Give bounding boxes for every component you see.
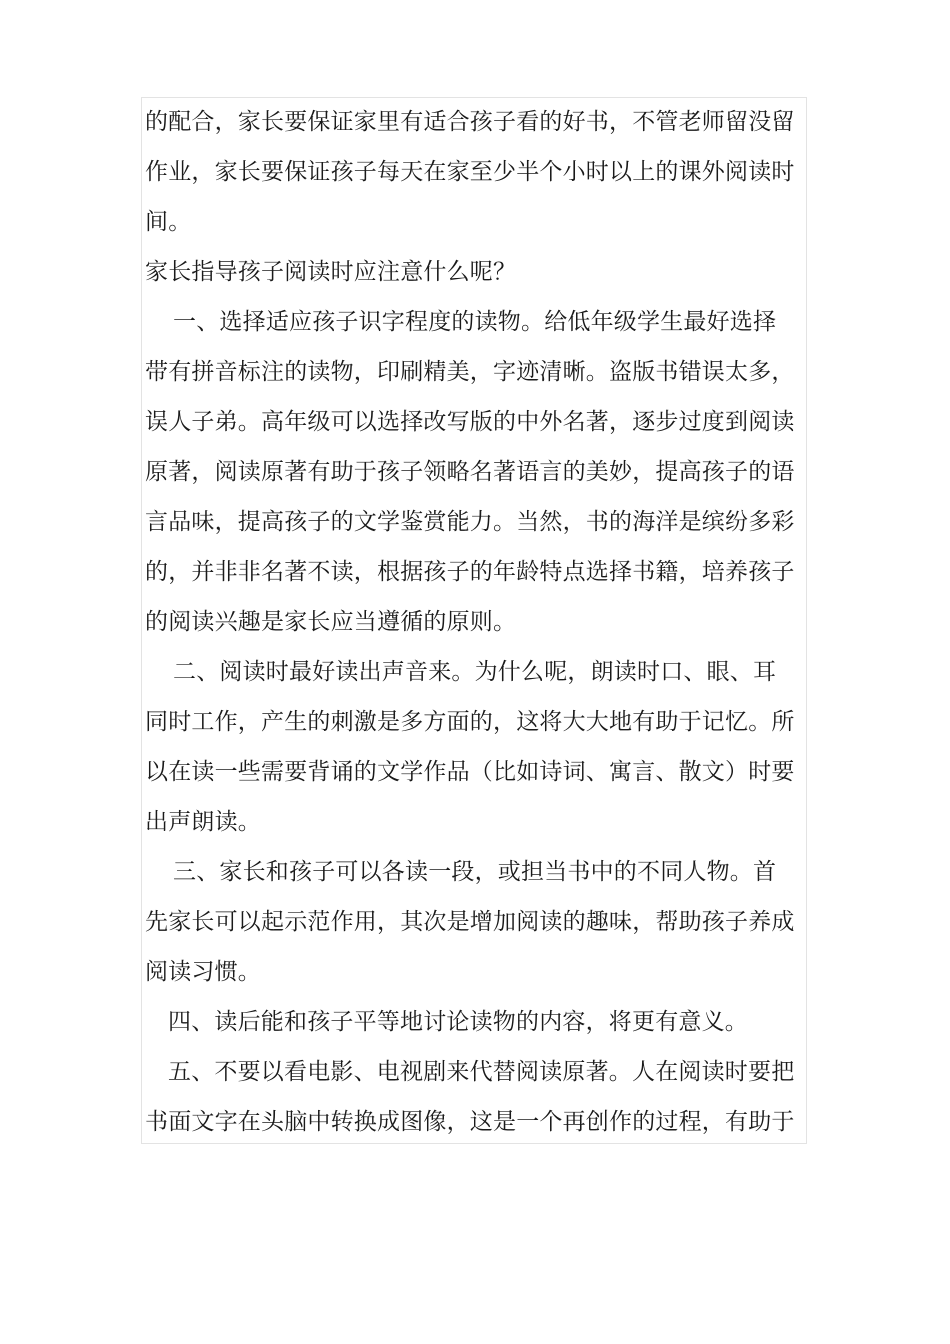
- text-line: 的，并非非名著不读，根据孩子的年龄特点选择书籍，培养孩子: [145, 559, 795, 585]
- section-question: 家长指导孩子阅读时应注意什么呢？: [145, 259, 517, 285]
- point-2-start: 二、阅读时最好读出声音来。为什么呢，朗读时口、眼、耳: [173, 659, 777, 685]
- text-line: 阅读习惯。: [145, 959, 261, 985]
- text-line: 同时工作，产生的刺激是多方面的，这将大大地有助于记忆。所: [145, 709, 795, 735]
- text-line: 带有拼音标注的读物，印刷精美，字迹清晰。盗版书错误太多，: [145, 359, 795, 385]
- text-line: 的阅读兴趣是家长应当遵循的原则。: [145, 609, 517, 635]
- text-line: 先家长可以起示范作用，其次是增加阅读的趣味，帮助孩子养成: [145, 909, 795, 935]
- text-line: 误人子弟。高年级可以选择改写版的中外名著，逐步过度到阅读: [145, 409, 795, 435]
- text-line: 间。: [145, 209, 192, 235]
- text-line: 作业，家长要保证孩子每天在家至少半个小时以上的课外阅读时: [145, 159, 795, 185]
- text-line: 原著，阅读原著有助于孩子领略名著语言的美妙，提高孩子的语: [145, 459, 795, 485]
- text-line: 书面文字在头脑中转换成图像，这是一个再创作的过程，有助于: [145, 1109, 795, 1135]
- text-line: 以在读一些需要背诵的文学作品（比如诗词、寓言、散文）时要: [145, 759, 795, 785]
- text-line: 言品味，提高孩子的文学鉴赏能力。当然，书的海洋是缤纷多彩: [145, 509, 795, 535]
- point-4: 四、读后能和孩子平等地讨论读物的内容，将更有意义。: [168, 1009, 748, 1035]
- document-body: [145, 97, 825, 1147]
- point-1-start: 一、选择适应孩子识字程度的读物。给低年级学生最好选择: [173, 309, 777, 335]
- point-5-start: 五、不要以看电影、电视剧来代替阅读原著。人在阅读时要把: [168, 1059, 795, 1085]
- text-line: 的配合，家长要保证家里有适合孩子看的好书，不管老师留没留: [145, 109, 795, 135]
- point-3-start: 三、家长和孩子可以各读一段，或担当书中的不同人物。首: [173, 859, 777, 885]
- text-line: 出声朗读。: [145, 809, 261, 835]
